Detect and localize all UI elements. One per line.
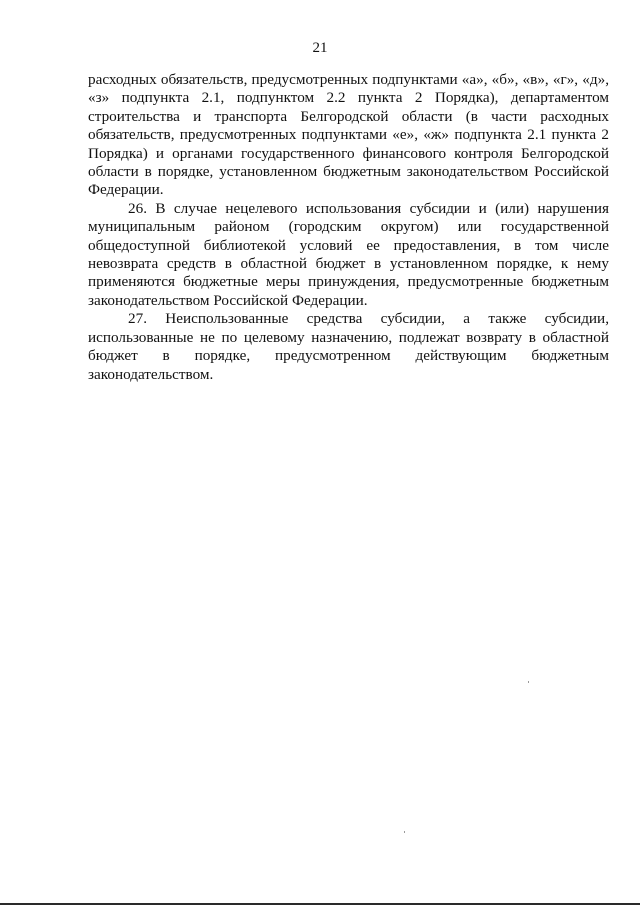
document-body <box>88 71 609 384</box>
paragraph-26: 26. В случае нецелевого использования субсидии и (или) нарушения муниципальным районом (городским округом) или государственной общедоступной библиотекой условий ее предоставления, в том числе невозврата средств в областной бюджет в установленном порядке, к нему применяются бюджетные меры принуждения, предусмотренные бюджетным законодательством Российской Федерации. <box>88 199 609 309</box>
page-number: 21 <box>312 40 328 56</box>
paragraph-27: 27. Неиспользованные средства субсидии, а также субсидии, использованные не по целевому назначению, подлежат возврату в областной бюджет в порядке, предусмотренном действующим бюджетным законодательством. <box>88 310 609 383</box>
scan-speck <box>528 681 529 683</box>
paragraph-continuation: расходных обязательств, предусмотренных подпунктами «а», «б», «в», «г», «д», «з» подпункта 2.1, подпунктом 2.2 пункта 2 Порядка), департаментом строительства и транспорта Белгородской области (в части расходных обязательств, предусмотренных подпунктами «е», «ж» подпункта 2.1 пункта 2 Порядка) и органами государственного финансового контроля Белгородской области в порядке, установленном бюджетным законодательством Российской Федерации. <box>88 71 609 199</box>
scan-speck <box>404 831 405 833</box>
